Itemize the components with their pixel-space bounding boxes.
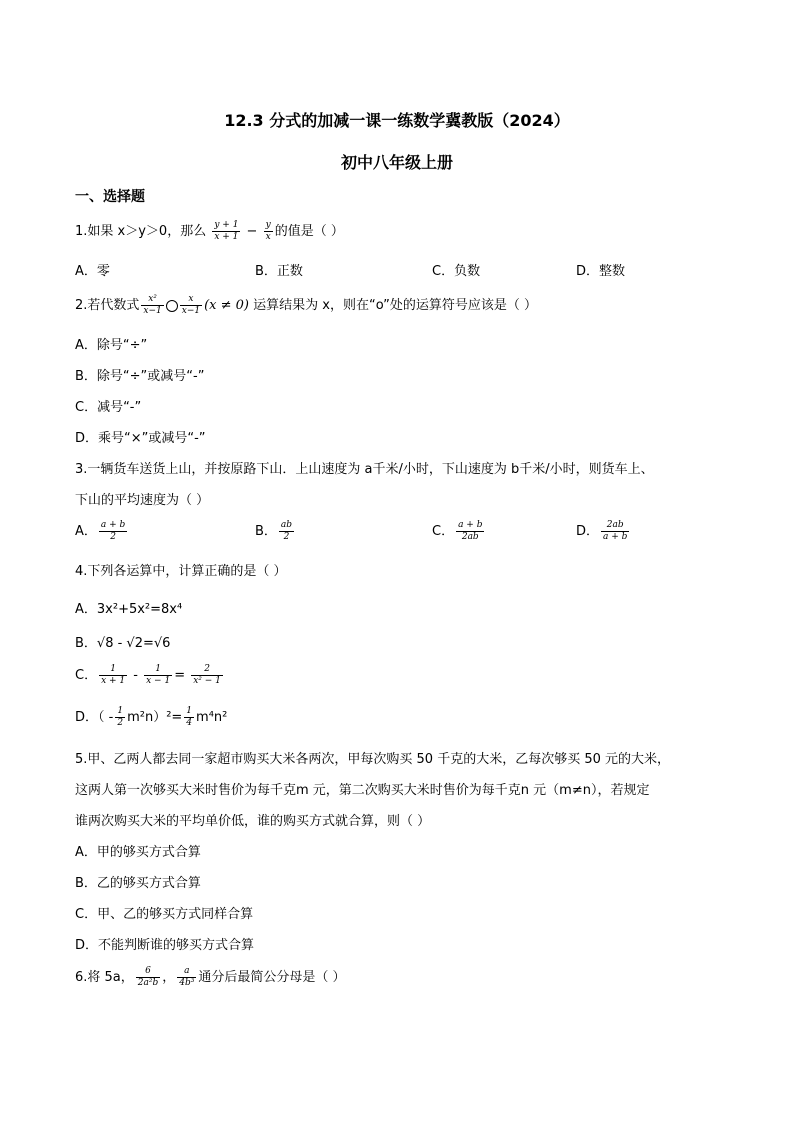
q1-fraction-1: [212, 220, 240, 243]
q4-d-f2-den: 4: [186, 718, 193, 728]
q4-d-frac-2: [184, 706, 194, 729]
q5-option-a: A．甲的够买方式合算: [75, 845, 201, 860]
q3-d-label: D．: [576, 524, 600, 539]
q2-option-b: B．除号“÷”或减号“-”: [75, 369, 205, 384]
q4-c-f3-num: 2: [191, 664, 223, 676]
q2-frac2-num: x: [180, 294, 202, 306]
q1-prefix: 1.如果 x＞y＞0，那么: [75, 224, 207, 239]
q4-c-f1-num: 1: [99, 664, 127, 676]
operator-placeholder-circle: [166, 300, 178, 312]
q4-c-frac-3: [191, 664, 223, 687]
q5-option-b: B．乙的够买方式合算: [75, 876, 201, 891]
q3-a-num: a + b: [100, 520, 126, 530]
q4-b-expression: √8 - √2=√6: [96, 636, 171, 651]
q4-d-frac-1: [115, 706, 125, 729]
q3-c-fraction: [456, 520, 484, 543]
q3-option-b: [255, 520, 296, 543]
q4-c-f1-den: x + 1: [101, 676, 126, 686]
q3-a-den: 2: [110, 532, 116, 542]
document-title: 12.3 分式的加减一课一练数学冀教版（2024）: [224, 111, 570, 130]
q4-option-b: [75, 632, 170, 651]
q1-option-d: D．整数: [576, 264, 626, 279]
q6-fraction-2: [177, 966, 196, 989]
q4-d-label: D．（ -: [75, 710, 114, 725]
q4-c-f2-num: 1: [144, 664, 172, 676]
q1-frac1-num: y + 1: [214, 220, 239, 230]
q1-minus: −: [242, 224, 262, 239]
q2-prefix: 2.若代数式: [75, 298, 140, 313]
q6-separator: ，: [162, 970, 176, 985]
q1-frac2-num: y: [265, 220, 271, 230]
question-1: [75, 220, 344, 243]
q2-frac1-num: x²: [141, 294, 163, 306]
q1-frac1-den: x + 1: [214, 232, 239, 242]
q4-c-f2-den: x − 1: [146, 676, 171, 686]
q4-d-f1-den: 2: [117, 718, 124, 728]
q3-b-den: 2: [283, 532, 290, 542]
q5-line-2: 这两人第一次够买大米时售价为每千克m 元，第二次购买大米时售价为每千克n 元（m≠n），若规定: [75, 783, 650, 798]
q3-d-num: 2ab: [601, 520, 629, 532]
q3-option-d: [576, 520, 631, 543]
q4-d-middle: m²n）²=: [127, 710, 183, 725]
q3-b-num: ab: [280, 520, 293, 530]
q1-fraction-2: [264, 220, 273, 243]
q3-option-c: [432, 520, 486, 543]
q3-b-label: B．: [255, 524, 277, 539]
q6-prefix: 6.将 5a，: [75, 970, 134, 985]
q4-option-c: C． $\frac{1}{x + 1}$ - $\frac{1}{x - 1}$ = $\frac{2}{\text{x² − 1}}$: [75, 664, 221, 686]
q4-d-f1-num: 1: [117, 706, 124, 716]
q1-option-c: C．负数: [432, 264, 481, 279]
q3-c-den: 2ab: [461, 532, 479, 542]
q4-c-label: C．: [75, 668, 98, 683]
q4-b-label: B．: [75, 636, 97, 651]
q6-f1-den: 2a²b: [137, 978, 159, 988]
q5-line-1: 5.甲、乙两人都去同一家超市购买大米各两次，甲每次购买 50 千克的大米，乙每次够买 50 元的大米，: [75, 752, 671, 767]
q5-line-3: 谁两次购买大米的平均单价低，谁的购买方式就合算，则（ ）: [75, 814, 431, 829]
q3-line-2: 下山的平均速度为（ ）: [75, 493, 210, 508]
q2-fraction-1: [141, 294, 163, 317]
q2-option-a: A．除号“÷”: [75, 338, 148, 353]
q6-f2-num: a: [177, 966, 196, 978]
q6-fraction-1: [136, 966, 160, 989]
q2-option-d: D．乘号“×”或减号“-”: [75, 431, 206, 446]
q4-c-f3-den: x² − 1: [193, 676, 221, 686]
q3-c-label: C．: [432, 524, 455, 539]
q3-c-num: a + b: [458, 520, 483, 530]
q4-c-frac-2: [144, 664, 172, 687]
q1-suffix: 的值是（ ）: [274, 224, 344, 239]
question-6: [75, 966, 346, 989]
q4-stem: 4.下列各运算中，计算正确的是（ ）: [75, 564, 287, 579]
q6-f2-den: 4b³: [179, 978, 195, 988]
q6-suffix: 通分后最简公分母是（ ）: [198, 970, 346, 985]
q4-d-f2-num: 1: [186, 706, 193, 716]
q1-frac2-den: x: [265, 232, 271, 242]
q4-d-end: m⁴n²: [196, 710, 228, 725]
q2-fraction-2: [180, 294, 202, 317]
section-heading: 一、选择题: [75, 189, 145, 205]
q3-d-den: a + b: [603, 532, 628, 542]
q1-option-a: A．零: [75, 264, 110, 279]
q3-line-1: 3.一辆货车送货上山，并按原路下山．上山速度为 a千米/小时，下山速度为 b千米/小时，则货车上、: [75, 462, 654, 477]
q3-a-label: A．: [75, 524, 97, 539]
q3-a-fraction: [99, 520, 127, 543]
q4-option-a: A．3x²+5x²=8x⁴: [75, 602, 183, 617]
q2-frac2-den: x−1: [181, 306, 201, 316]
q2-suffix: 运算结果为 x，则在“o”处的运算符号应该是（ ）: [249, 298, 538, 313]
q5-option-d: D．不能判断谁的够买方式合算: [75, 938, 255, 953]
q1-option-b: B．正数: [255, 264, 303, 279]
question-2: [75, 294, 537, 317]
q2-option-c: C．减号“-”: [75, 400, 142, 415]
q3-b-fraction: [279, 520, 294, 543]
q2-frac1-den: x−1: [143, 306, 162, 316]
q3-option-a: [75, 520, 129, 543]
q4-option-d: [75, 706, 227, 729]
q6-f1-num: 6: [136, 966, 160, 978]
q2-condition: (x ≠ 0): [204, 298, 249, 313]
document-subtitle: 初中八年级上册: [340, 153, 453, 172]
q3-d-fraction: [601, 520, 629, 543]
q4-c-frac-1: [99, 664, 127, 687]
q5-option-c: C．甲、乙的够买方式同样合算: [75, 907, 254, 922]
